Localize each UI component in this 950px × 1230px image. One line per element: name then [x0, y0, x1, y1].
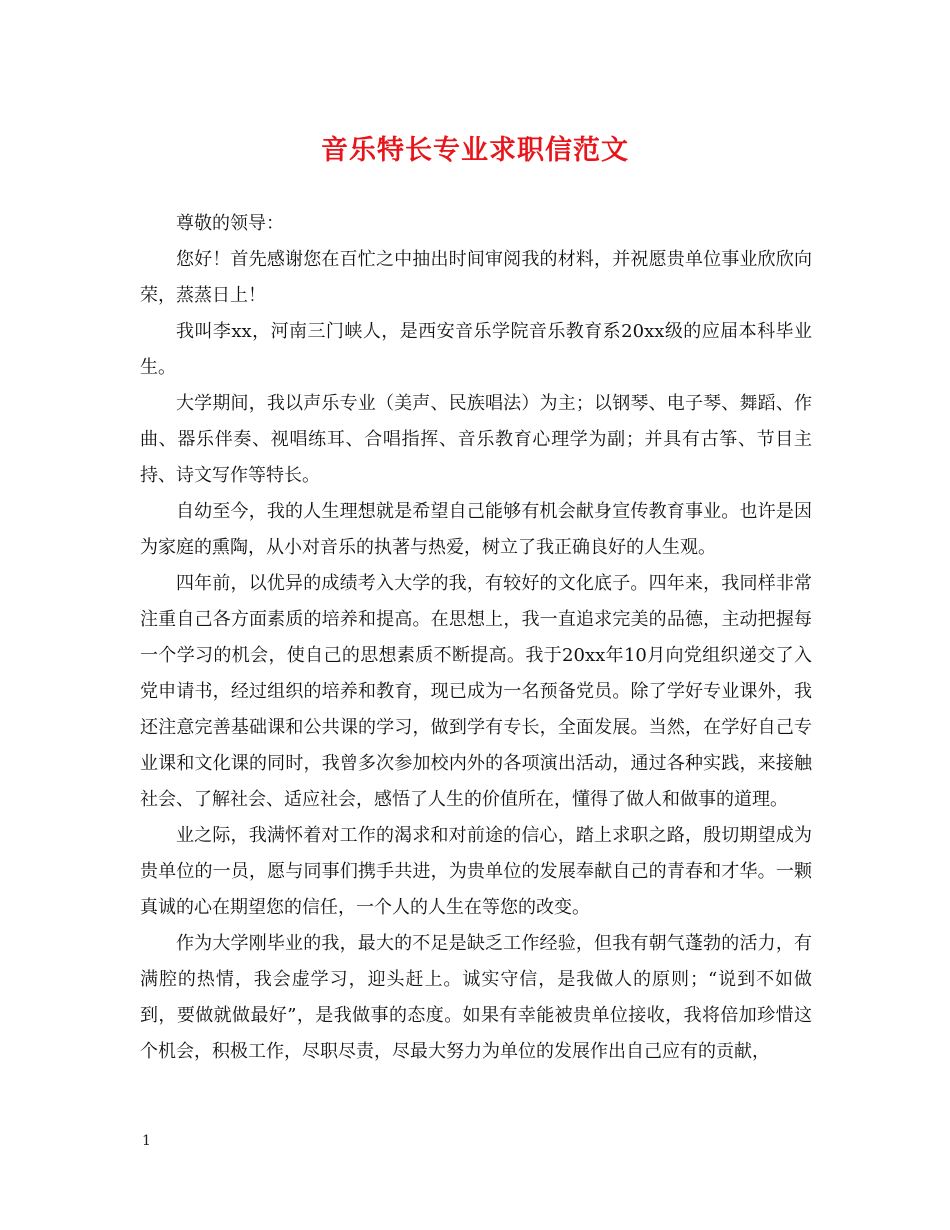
- paragraph-studies: 大学期间，我以声乐专业（美声、民族唱法）为主；以钢琴、电子琴、舞蹈、作曲、器乐伴奏、视唱练耳、合唱指挥、音乐教育心理学为副；并具有古筝、节目主持、诗文写作等特长。: [140, 393, 812, 486]
- paragraph-greeting: 您好！首先感谢您在百忙之中抽出时间审阅我的材料，并祝愿贵单位事业欣欣向荣，蒸蒸日上！: [140, 249, 812, 306]
- paragraph-job-seeking: 业之际，我满怀着对工作的渴求和对前途的信心，踏上求职之路，殷切期望成为贵单位的一员，愿与同事们携手共进，为贵单位的发展奉献自己的青春和才华。一颗真诚的心在期望您的信任，一个人的人生在等您的改变。: [140, 825, 812, 918]
- paragraph-commitment: 作为大学刚毕业的我，最大的不足是缺乏工作经验，但我有朝气蓬勃的活力，有满腔的热情，我会虚学习，迎头赶上。诚实守信，是我做人的原则；“说到不如做到，要做就做最好”，是我做事的态度。如果有幸能被贵单位接收，我将倍加珍惜这个机会，积极工作，尽职尽责，尽最大努力为单位的发展作出自己应有的贡献，: [140, 933, 812, 1062]
- paragraph-university-years: 四年前，以优异的成绩考入大学的我，有较好的文化底子。四年来，我同样非常注重自己各方面素质的培养和提高。在思想上，我一直追求完美的品德，主动把握每一个学习的机会，使自己的思想素质不断提高。我于20xx年10月向党组织递交了入党申请书，经过组织的培养和教育，现已成为一名预备党员。除了学好专业课外，我还注意完善基础课和公共课的学习，做到学有专长，全面发展。当然，在学好自己专业课和文化课的同时，我曾多次参加校内外的各项演出活动，通过各种实践，来接触社会、了解社会、适应社会，感悟了人生的价值所在，懂得了做人和做事的道理。: [140, 573, 812, 810]
- paragraph-introduction: 我叫李xx，河南三门峡人，是西安音乐学院音乐教育系20xx级的应届本科毕业生。: [140, 321, 812, 378]
- paragraph-ideals: 自幼至今，我的人生理想就是希望自己能够有机会献身宣传教育事业。也许是因为家庭的熏陶，从小对音乐的执著与热爱，树立了我正确良好的人生观。: [140, 501, 812, 558]
- page-number: 1: [142, 1133, 151, 1149]
- letter-body: [140, 206, 812, 1070]
- page-title: 音乐特长专业求职信范文: [321, 135, 629, 166]
- salutation: 尊敬的领导：: [176, 213, 284, 234]
